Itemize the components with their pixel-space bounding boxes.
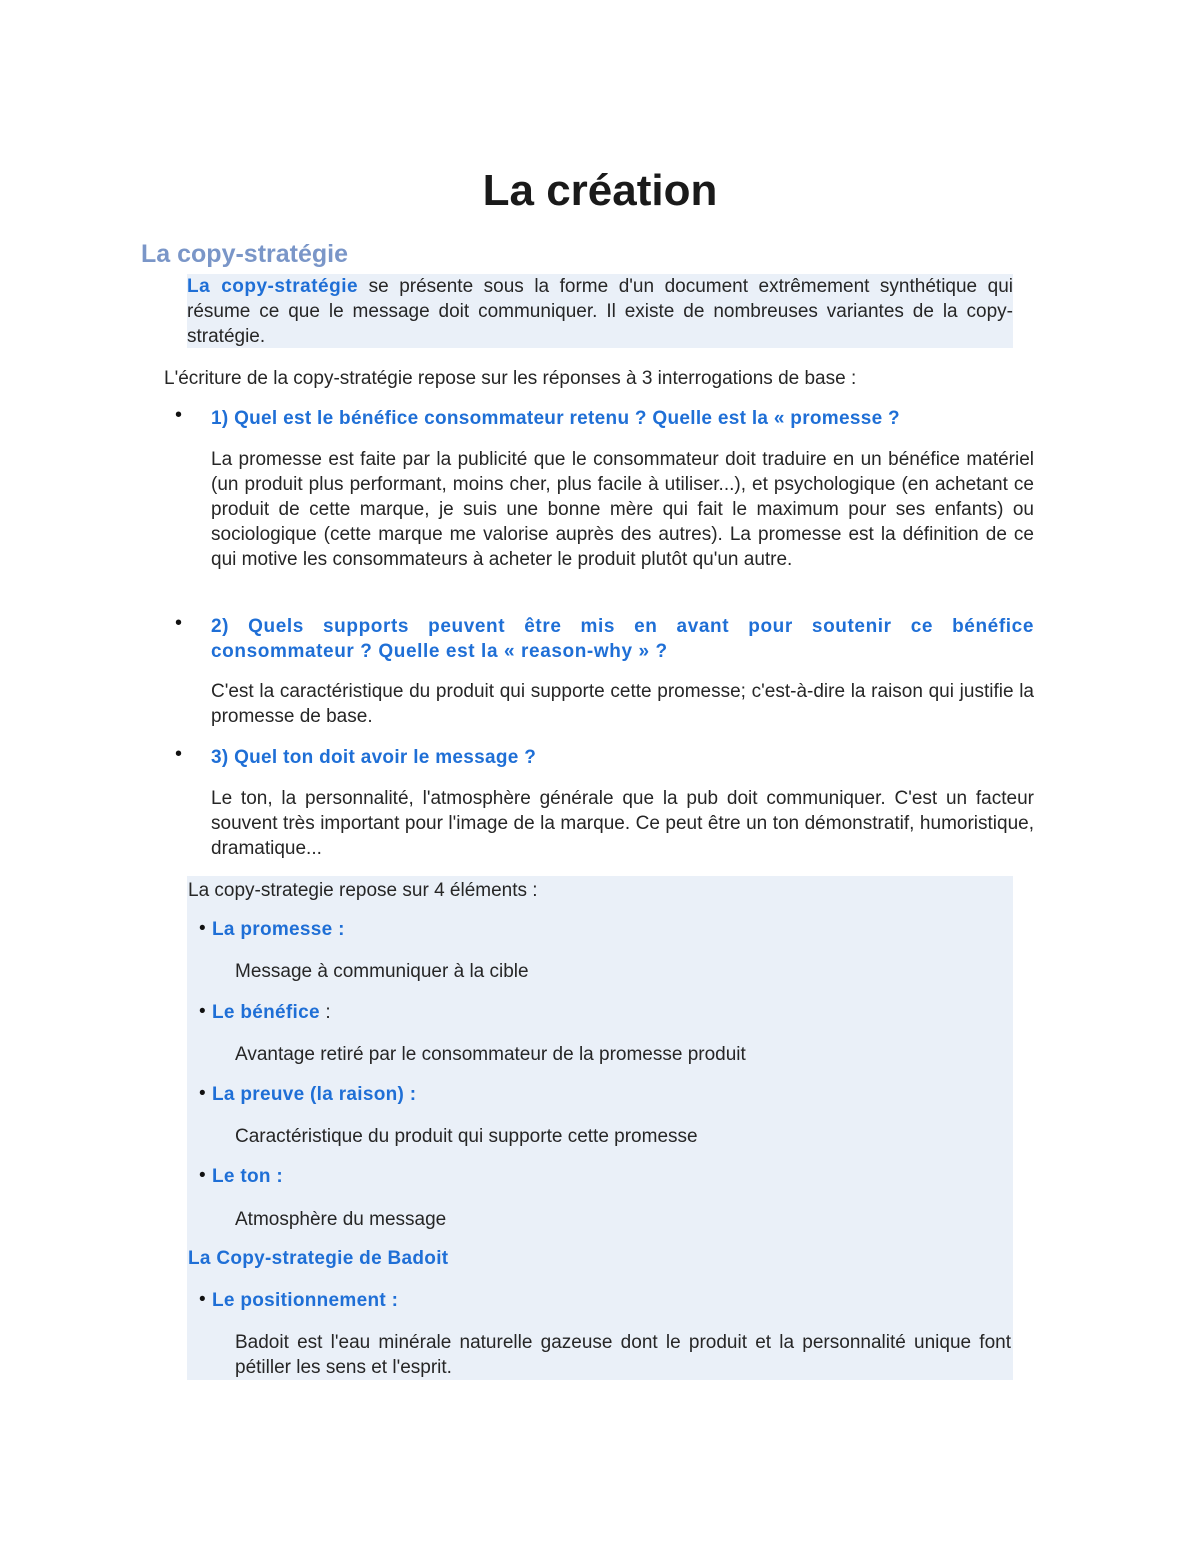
intro-term: La copy-stratégie [187,276,359,297]
question-3: 3) Quel ton doit avoir le message ? [211,747,537,768]
elements-intro: La copy-strategie repose sur 4 éléments : [188,880,538,901]
lead-paragraph: L'écriture de la copy-stratégie repose sur les réponses à 3 interrogations de base : [164,368,857,389]
question-2: 2) Quels supports peuvent être mis en avant pour soutenir ce bénéfice consommateur ? Quelle est la « reason-why » ? [211,616,1034,662]
element-text-promesse: Message à communiquer à la cible [235,961,529,982]
badoit-item-text: Badoit est l'eau minérale naturelle gazeuse dont le produit et la personnalité unique font pétiller les sens et l'esprit. [235,1332,1011,1378]
element-title-ton: Le ton : [212,1166,283,1187]
answer-1: La promesse est faite par la publicité que le consommateur doit traduire en un bénéfice matériel (un produit plus performant, moins cher, plus facile à utiliser...), et psychologique (en achetant ce produit de cette marque, je suis une bonne mère qui fait le maximum pour ses enfants) ou sociologique (cette marque me valorise auprès des autres). La promesse est la définition de ce qui motive les consommateurs à acheter le produit plutôt qu'un autre. [211,449,1034,570]
element-text-benefice: Avantage retiré par le consommateur de la promesse produit [235,1044,746,1065]
badoit-item-title: Le positionnement : [212,1290,399,1311]
element-bullet-1: • [199,918,206,939]
element-title-benefice-label: Le bénéfice [212,1002,320,1023]
element-title-preuve: La preuve (la raison) : [212,1084,417,1105]
badoit-bullet: • [199,1289,206,1310]
answer-3: Le ton, la personnalité, l'atmosphère générale que la pub doit communiquer. C'est un facteur souvent très important pour l'image de la marque. Ce peut être un ton démonstratif, humoristique, dramatique... [211,788,1034,859]
element-title-promesse: La promesse : [212,919,345,940]
element-title-benefice-suffix: : [319,1002,332,1023]
element-bullet-3: • [199,1083,206,1104]
bullet-3: • [175,743,183,765]
element-bullet-4: • [199,1165,206,1186]
question-1: 1) Quel est le bénéfice consommateur retenu ? Quelle est la « promesse ? [211,408,900,429]
bullet-1: • [175,404,183,426]
element-title-benefice [212,1002,331,1024]
element-bullet-2: • [199,1001,206,1022]
page-title: La création [482,166,718,215]
answer-2: C'est la caractéristique du produit qui supporte cette promesse; c'est-à-dire la raison qui justifie la promesse de base. [211,681,1034,727]
section-heading: La copy-stratégie [141,240,349,268]
intro-paragraph [187,274,1013,348]
element-text-ton: Atmosphère du message [235,1209,447,1230]
badoit-heading: La Copy-strategie de Badoit [188,1248,449,1269]
bullet-2: • [175,612,183,634]
element-text-preuve: Caractéristique du produit qui supporte cette promesse [235,1126,698,1147]
intro-text: se présente sous la forme d'un document extrêmement synthétique qui résume ce que le message doit communiquer. Il existe de nombreuses variantes de la copy-stratégie. [187,276,1013,347]
